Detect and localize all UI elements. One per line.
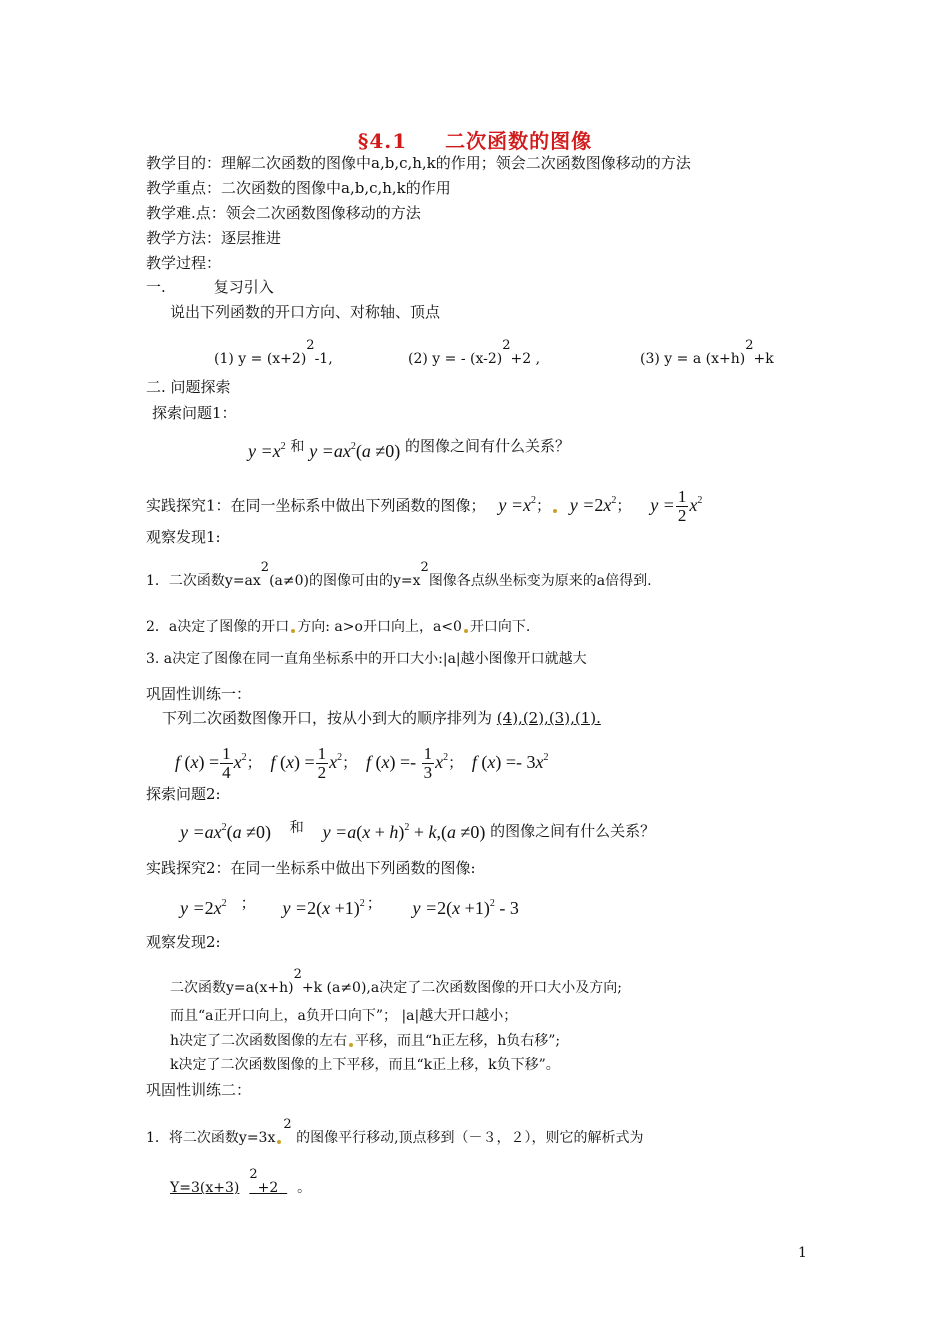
review-prompt: 说出下列函数的开口方向、对称轴、顶点 (170, 303, 441, 321)
observe2-label: 观察发现2: (146, 933, 221, 951)
training2-question1: 1．将二次函数$y=3x^2$ 的图像平行移动,顶点移到（－３，２），则它的解析式为 (146, 1117, 644, 1146)
section1-heading: 一. 复习引入 (146, 278, 274, 296)
teaching-purpose: 教学目的：理解二次函数的图像中a,b,c,h,k的作用；领会二次函数图像移动的方法 (146, 154, 691, 172)
observe1-label: 观察发现1: (146, 528, 221, 546)
review-item-2: (2) y = - $(x-2)^2+2$ , (408, 338, 541, 367)
section-number: §4.1 (357, 129, 408, 153)
training1-functions: f (x) = $\frac{1}{4}$ $x^2$； f (x) = $\frac{1}{2}$ $x^2$； f (x) =- $\frac{1}{3}$ $x^2$； f $(x) =- 3x^2$ (175, 744, 549, 782)
teaching-method: 教学方法：逐层推进 (146, 229, 282, 247)
question1-formula: $y =x^2$ 和 $y =ax^2(a \ne 0)$ 的图像之间有什么关系？ (248, 437, 570, 461)
observation1-item2: 2．a决定了图像的开口 方向: a>o开口向上，a<0 开口向下. (146, 619, 531, 635)
training1-label: 巩固性训练一： (146, 685, 252, 703)
training1-question: 下列二次函数图像开口，按从小到大的顺序排列为 (4),(2),(3),(1). (162, 709, 601, 727)
teaching-difficulty: 教学难.点：领会二次函数图像移动的方法 (146, 204, 421, 222)
observation2-item4: k决定了二次函数图像的上下平移，而且“k正上移，k负下移”。 (170, 1057, 560, 1073)
review-item-1: (1) $y = (x+2)^2-1$, (214, 338, 333, 367)
question2-label: 探索问题2: (146, 785, 221, 803)
teaching-key-point: 教学重点：二次函数的图像中a,b,c,h,k的作用 (146, 179, 451, 197)
page-title (0, 125, 950, 154)
observation2-item2: 而且“a正开口向上，a负开口向下”； |a|越大开口越小； (170, 1008, 518, 1024)
mark-dot (553, 509, 557, 513)
title-text: 二次函数的图像 (445, 129, 593, 153)
practice2-functions: $y =2x^2$ ； $y =2(x +1)^2$ ； $y =2(x +1)^2 - 3$ (180, 894, 519, 918)
page-number: 1 (798, 1245, 807, 1261)
section2-heading: 二. 问题探索 (146, 378, 231, 396)
practice1: 实践探究1：在同一坐标系中做出下列函数的图像； $y =x^2$； $y =2x^2$； y = $\frac{1}{2}$ $x^2$ (146, 487, 703, 525)
observation2-item1: 二次函数$y=a(x+h)^2+k$ (a≠0),a决定了二次函数图像的开口大小及方向; (170, 967, 622, 996)
question1-label: 探索问题1： (152, 404, 237, 422)
training2-label: 巩固性训练二： (146, 1081, 252, 1099)
observation1-item1: 1．二次函数$y=ax^2(a\ne 0)$的图像可由的$y=x^2$图像各点纵坐标变为原来的a倍得到. (146, 560, 652, 589)
practice2: 实践探究2：在同一坐标系中做出下列函数的图像: (146, 859, 476, 877)
observation1-item3: 3. a决定了图像在同一直角坐标系中的开口大小:|a|越小图像开口就越大 (146, 651, 587, 667)
teaching-process: 教学过程： (146, 254, 222, 272)
question2-formula: $y =ax^2(a \ne 0)$ 和 $y =a(x + h)^2 + k,(a \ne 0)$ 的图像之间有什么关系？ (180, 820, 656, 842)
training1-answer: (4),(2),(3),(1). (496, 709, 601, 727)
review-item-3: (3) y = a $(x+h)^2+k$ (640, 338, 774, 367)
observation2-item3: h决定了二次函数图像的左右 平移，而且“h正左移，h负右移”; (170, 1033, 561, 1049)
training2-answer: $Y=3(x+3)^2+2$ 。 (170, 1167, 312, 1196)
